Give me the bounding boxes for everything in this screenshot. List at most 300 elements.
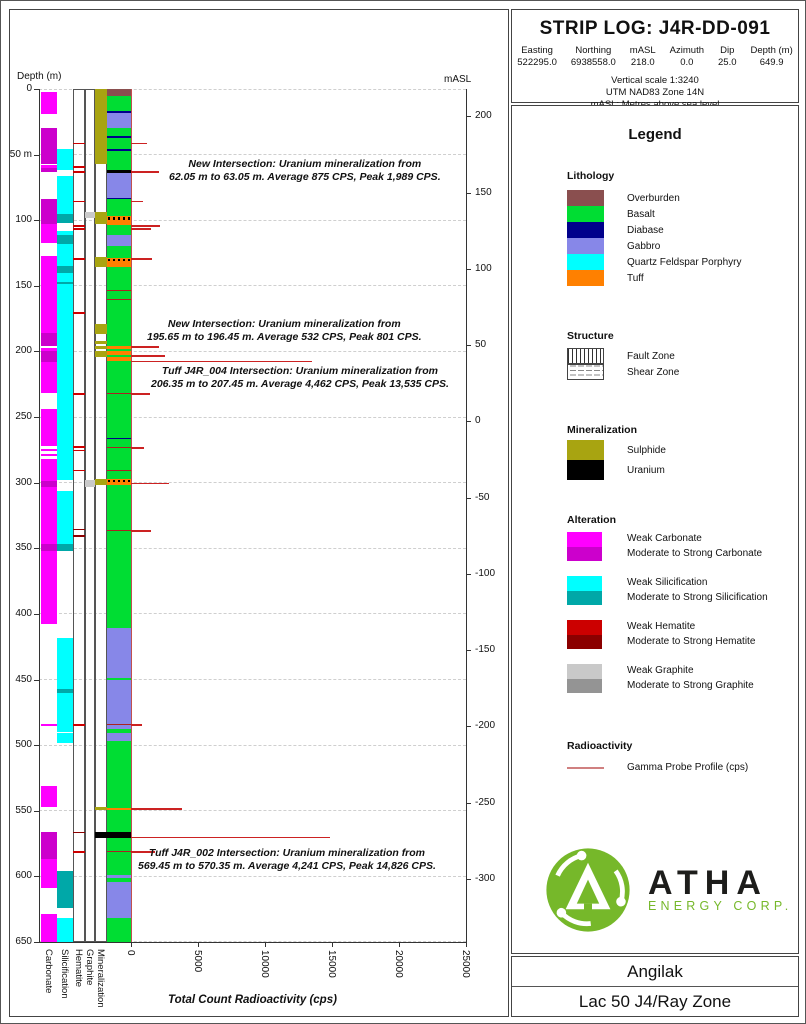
field-label: Easting xyxy=(521,45,553,56)
gamma-spike xyxy=(131,483,169,485)
intersection-annotation xyxy=(151,365,449,390)
gamma-spike xyxy=(131,808,182,810)
lithology-redline xyxy=(107,470,131,471)
carbonate-interval-m xyxy=(41,351,57,362)
hematite-line xyxy=(73,228,85,230)
carbonate-interval-m xyxy=(41,832,57,860)
annotation-leader-line xyxy=(131,171,159,173)
legend-item-label: Gabbro xyxy=(627,240,661,252)
survey-field xyxy=(571,45,616,69)
alteration-labels xyxy=(627,664,754,693)
legend-item-label: Overburden xyxy=(627,192,680,204)
lithology-interval-gabbro xyxy=(107,680,131,729)
masl-tick-label: -50 xyxy=(475,491,490,503)
field-value: 218.0 xyxy=(630,57,655,68)
legend-item xyxy=(567,222,742,238)
legend-item xyxy=(567,270,742,286)
mineralization-interval-s xyxy=(95,479,107,486)
alteration-legend-list xyxy=(567,532,768,708)
depth-tick-label: 400 xyxy=(15,607,32,619)
swatch-half xyxy=(567,547,602,562)
lithology-interval-basalt xyxy=(107,741,131,808)
lithology-interval-basalt xyxy=(107,439,131,478)
gamma-tick-label: 10000 xyxy=(259,949,270,978)
lithology-legend-list xyxy=(567,190,742,286)
masl-tick xyxy=(466,421,471,422)
silicification-interval-w xyxy=(57,244,73,266)
field-label: Depth (m) xyxy=(750,45,793,56)
column-label-mineralization: Mineralization xyxy=(95,948,106,1008)
legend-swatch-icon xyxy=(567,222,604,238)
silicification-interval-w xyxy=(57,284,73,480)
field-value: 649.9 xyxy=(759,57,784,68)
annotation-leader-line xyxy=(131,346,159,348)
field-label: Northing xyxy=(575,45,612,56)
lithology-interval-basalt xyxy=(107,267,131,346)
lithology-redline xyxy=(107,299,131,300)
lithology-redline xyxy=(107,851,131,852)
legend-swatch-icon xyxy=(567,460,604,480)
lithology-section-label: Lithology xyxy=(567,170,615,182)
mineralization-interval-s xyxy=(95,89,107,164)
hematite-line xyxy=(73,312,85,314)
hematite-line xyxy=(73,166,85,168)
mineralization-interval-s xyxy=(95,807,107,810)
hematite-line xyxy=(73,225,85,227)
gamma-tick xyxy=(198,942,199,947)
hematite-line xyxy=(73,470,85,472)
field-value: 25.0 xyxy=(718,57,737,68)
masl-tick xyxy=(466,650,471,651)
masl-tick xyxy=(466,345,471,346)
swatch-half xyxy=(567,532,602,547)
lithology-interval-basalt xyxy=(107,151,131,170)
silicification-interval-w xyxy=(57,149,73,170)
legend-swatch-icon xyxy=(567,190,604,206)
masl-tick xyxy=(466,803,471,804)
survey-field xyxy=(670,45,704,69)
alteration-label: Moderate to Strong Graphite xyxy=(627,679,754,691)
lithology-interval-gabbro xyxy=(107,882,131,919)
swatch-half xyxy=(567,664,602,679)
hematite-line xyxy=(73,832,85,834)
field-value: 0.0 xyxy=(680,57,694,68)
mineralization-interval-s xyxy=(95,324,107,334)
carbonate-interval-w xyxy=(41,449,57,452)
alteration-section-label: Alteration xyxy=(567,514,617,526)
gamma-spike xyxy=(131,143,147,145)
hematite-line xyxy=(73,171,85,173)
depth-tick-label: 200 xyxy=(15,345,32,357)
zone-name: Lac 50 J4/Ray Zone xyxy=(578,992,732,1011)
depth-tick xyxy=(34,680,39,681)
silicification-interval-w xyxy=(57,491,73,545)
masl-tick-label: -150 xyxy=(475,644,496,656)
gamma-tick-label: 25000 xyxy=(460,949,471,978)
carbonate-interval-w xyxy=(41,165,57,168)
depth-tick xyxy=(34,220,39,221)
carbonate-interval-m xyxy=(41,544,57,551)
hematite-line xyxy=(73,201,85,203)
mineralization-interval-s xyxy=(95,341,107,344)
masl-tick xyxy=(466,726,471,727)
masl-tick-label: 50 xyxy=(475,339,487,351)
masl-tick-label: -250 xyxy=(475,796,496,808)
structure-section-label: Structure xyxy=(567,330,614,342)
carbonate-interval-w xyxy=(41,92,57,114)
legend-item-label: Fault Zone xyxy=(627,350,675,362)
depth-tick xyxy=(34,614,39,615)
alteration-legend-group xyxy=(567,532,768,561)
brand-name: ATHA xyxy=(648,864,768,902)
note-line: UTM NAD83 Zone 14N xyxy=(605,87,705,98)
alteration-swatch-icon xyxy=(567,576,602,605)
swatch-half xyxy=(567,576,602,591)
masl-tick xyxy=(466,574,471,575)
legend-item-label: Shear Zone xyxy=(627,366,680,378)
atha-logo-icon xyxy=(540,842,636,938)
graphite-interval-w xyxy=(85,480,95,487)
gamma-spike xyxy=(131,530,151,532)
survey-field xyxy=(751,45,793,69)
hematite-track-frame xyxy=(73,89,85,942)
survey-fields xyxy=(512,45,798,69)
depth-tick-label: 450 xyxy=(15,673,32,685)
legend-item xyxy=(567,206,742,222)
lithology-interval-gabbro xyxy=(107,173,131,198)
silicification-interval-m xyxy=(57,544,73,551)
silicification-interval-w xyxy=(57,693,73,732)
carbonate-interval-w xyxy=(41,786,57,807)
annotation-line: Tuff J4R_004 Intersection: Uranium mineralization from xyxy=(161,365,439,377)
gamma-tick-label: 5000 xyxy=(192,949,203,973)
masl-tick xyxy=(466,116,471,117)
field-label: Dip xyxy=(720,45,735,56)
column-label-silicification: Silicification xyxy=(59,948,70,999)
depth-tick-label: 350 xyxy=(15,542,32,554)
carbonate-interval-m xyxy=(41,333,57,346)
masl-tick-label: 150 xyxy=(475,186,492,198)
lithology-interval-gabbro xyxy=(107,113,131,128)
alteration-labels xyxy=(627,532,762,561)
silicification-interval-w xyxy=(57,176,73,214)
survey-field xyxy=(517,45,557,69)
gamma-spike xyxy=(131,201,143,203)
legend-item xyxy=(567,364,679,380)
hematite-line xyxy=(73,535,85,537)
depth-tick xyxy=(34,548,39,549)
gamma-tick xyxy=(131,942,132,947)
hematite-line xyxy=(73,724,85,726)
silicification-interval-m xyxy=(57,214,73,223)
swatch-half xyxy=(567,679,602,694)
silicification-interval-w xyxy=(57,638,73,689)
legend-swatch-icon xyxy=(567,440,604,460)
silicification-interval-m xyxy=(57,871,73,908)
carbonate-interval-w xyxy=(41,914,57,942)
gamma-tick-label: 15000 xyxy=(326,949,337,978)
silicification-interval-m xyxy=(57,266,73,273)
depth-tick xyxy=(34,351,39,352)
masl-tick xyxy=(466,269,471,270)
hematite-line xyxy=(73,851,85,853)
gamma-axis-line xyxy=(39,942,466,943)
masl-tick-label: 200 xyxy=(475,110,492,122)
lithology-redline xyxy=(107,530,131,531)
legend-item xyxy=(567,460,666,480)
lithology-redline xyxy=(107,724,131,725)
gamma-spike xyxy=(131,258,152,260)
structure-legend-list xyxy=(567,348,679,380)
gamma-baseline xyxy=(131,89,132,942)
masl-tick-label: -200 xyxy=(475,720,496,732)
page-title: STRIP LOG: J4R-DD-091 xyxy=(539,18,771,39)
alteration-label: Weak Hematite xyxy=(627,621,696,632)
carbonate-interval-w xyxy=(41,362,57,393)
mineralization-interval-s xyxy=(95,257,107,267)
depth-tick xyxy=(34,155,39,156)
lithology-redline xyxy=(107,290,131,291)
lithology-redline xyxy=(107,447,131,448)
legend-title: Legend xyxy=(628,126,682,143)
annotation-line: Tuff J4R_002 Intersection: Uranium mineralization from xyxy=(148,847,426,859)
alteration-label: Weak Silicification xyxy=(627,577,708,588)
gamma-spike xyxy=(131,837,330,839)
masl-tick xyxy=(466,498,471,499)
depth-tick-label: 600 xyxy=(15,870,32,882)
lithology-interval-basalt xyxy=(107,199,131,216)
legend-item-label: Quartz Feldspar Porphyry xyxy=(627,256,742,268)
mineralization-interval-s xyxy=(95,351,107,356)
depth-axis-title: Depth (m) xyxy=(17,71,62,82)
lithology-redline xyxy=(107,393,131,394)
legend-swatch-icon xyxy=(567,206,604,222)
lithology-interval-gabbro xyxy=(107,733,131,741)
lithology-interval-basalt xyxy=(107,485,131,628)
annotation-line: 62.05 m to 63.05 m. Average 875 CPS, Peak 1,989 CPS. xyxy=(169,170,441,183)
alteration-label: Moderate to Strong Hematite xyxy=(627,635,756,647)
mineralization-interval-s xyxy=(95,212,107,224)
legend-panel xyxy=(511,105,799,954)
alteration-legend-group xyxy=(567,620,768,649)
hematite-line xyxy=(73,393,85,395)
annotation-line: New Intersection: Uranium mineralization from xyxy=(188,158,422,170)
mineralization-interval-u xyxy=(95,832,107,839)
radioactivity-section-label: Radioactivity xyxy=(567,740,633,752)
lithology-interval-basalt xyxy=(107,246,131,257)
gamma-spike xyxy=(131,225,160,227)
swatch-half xyxy=(567,635,602,650)
hematite-line xyxy=(73,450,85,452)
radioactivity-legend-row xyxy=(567,762,748,773)
legend-item-label: Basalt xyxy=(627,208,655,220)
gamma-spike xyxy=(131,724,142,726)
title-block xyxy=(511,9,799,103)
legend-item-label: Sulphide xyxy=(627,444,666,456)
gamma-tick xyxy=(332,942,333,947)
lithology-interval-gabbro xyxy=(107,628,131,678)
gamma-spike xyxy=(131,361,312,363)
carbonate-interval-w xyxy=(41,459,57,481)
depth-tick-label: 100 xyxy=(15,214,32,226)
hematite-line xyxy=(73,529,85,531)
carbonate-interval-w xyxy=(41,454,57,457)
lithology-interval-basalt xyxy=(107,838,131,875)
gamma-line-label: Gamma Probe Profile (cps) xyxy=(627,762,749,773)
gamma-tick xyxy=(265,942,266,947)
lithology-interval-uranium xyxy=(107,832,131,839)
legend-item-label: Diabase xyxy=(627,224,664,236)
uranium-dots xyxy=(108,480,130,483)
alteration-label: Weak Graphite xyxy=(627,665,694,676)
gamma-spike xyxy=(131,228,151,230)
depth-tick xyxy=(34,745,39,746)
intersection-annotation xyxy=(138,847,436,872)
carbonate-interval-w xyxy=(41,487,57,545)
field-value: 6938558.0 xyxy=(570,57,616,68)
masl-axis-line xyxy=(466,89,467,942)
legend-item xyxy=(567,254,742,270)
hematite-line xyxy=(73,258,85,260)
depth-tick-label: 300 xyxy=(15,476,32,488)
lithology-interval-basalt xyxy=(107,225,131,234)
depth-tick-label: 250 xyxy=(15,411,32,423)
lithology-interval-basalt xyxy=(107,918,131,942)
carbonate-interval-w xyxy=(41,409,57,446)
annotation-line: 569.45 m to 570.35 m. Average 4,241 CPS, Peak 14,826 CPS. xyxy=(138,859,436,872)
gamma-line-icon xyxy=(567,767,604,769)
depth-tick-label: 550 xyxy=(15,804,32,816)
carbonate-interval-w xyxy=(41,256,57,333)
gamma-tick-label: 20000 xyxy=(393,949,404,978)
legend-item-label: Tuff xyxy=(627,272,644,284)
depth-tick xyxy=(34,483,39,484)
carbonate-interval-m xyxy=(41,168,57,171)
carbonate-interval-w xyxy=(41,551,57,624)
legend-item xyxy=(567,348,679,364)
legend-item xyxy=(567,440,666,460)
uranium-dots xyxy=(108,259,130,262)
intersection-annotation xyxy=(169,158,441,183)
alteration-legend-group xyxy=(567,664,768,693)
masl-tick-label: -300 xyxy=(475,872,496,884)
alteration-label: Moderate to Strong Silicification xyxy=(627,591,768,603)
silicification-interval-w xyxy=(57,918,73,942)
column-label-hematite: Hematite xyxy=(73,948,84,987)
lithology-interval-basalt xyxy=(107,138,131,150)
lithology-interval-basalt xyxy=(107,96,131,112)
survey-field xyxy=(718,45,737,69)
depth-tick-label: 650 xyxy=(15,935,32,947)
carbonate-interval-w xyxy=(41,224,57,242)
annotation-line: 206.35 m to 207.45 m. Average 4,462 CPS, Peak 13,535 CPS. xyxy=(151,377,449,390)
swatch-half xyxy=(567,591,602,606)
depth-tick xyxy=(34,876,39,877)
depth-tick xyxy=(34,286,39,287)
graphite-interval-w xyxy=(85,212,95,217)
legend-swatch-icon xyxy=(567,254,604,270)
depth-tick-label: 50 m xyxy=(9,148,32,160)
masl-tick-label: 100 xyxy=(475,262,492,274)
note-line: Vertical scale 1:3240 xyxy=(611,75,699,86)
gamma-tick xyxy=(399,942,400,947)
gamma-spike xyxy=(131,393,150,395)
annotation-line: 195.65 m to 196.45 m. Average 532 CPS, Peak 801 CPS. xyxy=(147,330,422,343)
annotation-line: New Intersection: Uranium mineralization from xyxy=(167,318,401,330)
alteration-legend-group xyxy=(567,576,768,605)
legend-swatch-icon xyxy=(567,238,604,254)
masl-axis-title: mASL xyxy=(444,74,472,85)
depth-tick xyxy=(34,811,39,812)
field-label: Azimuth xyxy=(669,45,704,56)
brand-subtitle: ENERGY CORP. xyxy=(648,899,793,913)
alteration-swatch-icon xyxy=(567,532,602,561)
column-label-carbonate: Carbonate xyxy=(43,948,54,994)
alteration-labels xyxy=(627,576,768,605)
masl-tick-label: 0 xyxy=(475,415,481,427)
gamma-spike xyxy=(131,355,165,357)
lithology-interval-basalt xyxy=(107,128,131,136)
mineralization-interval-s xyxy=(95,346,107,349)
carbonate-interval-w xyxy=(41,859,57,888)
depth-axis-line xyxy=(39,89,40,942)
swatch-half xyxy=(567,620,602,635)
gamma-tick-label: 0 xyxy=(125,949,136,956)
legend-item xyxy=(567,238,742,254)
project-name: Angilak xyxy=(627,962,683,981)
mineralization-legend-list xyxy=(567,440,666,480)
masl-tick-label: -100 xyxy=(475,567,496,579)
silicification-interval-m xyxy=(57,235,73,244)
carbonate-interval-w xyxy=(41,724,57,726)
depth-tick-label: 500 xyxy=(15,739,32,751)
legend-item-label: Uranium xyxy=(627,464,665,476)
alteration-swatch-icon xyxy=(567,664,602,693)
intersection-annotation xyxy=(147,318,422,343)
depth-tick-label: 150 xyxy=(15,279,32,291)
alteration-labels xyxy=(627,620,755,649)
lithology-interval-basalt xyxy=(107,361,131,438)
alteration-label: Weak Carbonate xyxy=(627,533,702,544)
silicification-interval-w xyxy=(57,273,73,282)
gamma-tick xyxy=(466,942,467,947)
hematite-line xyxy=(73,446,85,448)
field-label: mASL xyxy=(629,45,656,56)
gamma-spike xyxy=(131,447,144,449)
carbonate-interval-m xyxy=(41,128,57,163)
alteration-label: Moderate to Strong Carbonate xyxy=(627,547,763,559)
gamma-axis-title: Total Count Radioactivity (cps) xyxy=(168,993,337,1006)
mineralization-section-label: Mineralization xyxy=(567,424,638,436)
field-value: 522295.0 xyxy=(517,57,557,68)
company-brand xyxy=(540,842,792,938)
depth-tick-label: 0 xyxy=(26,83,32,94)
depth-tick xyxy=(34,89,39,90)
legend-item xyxy=(567,190,742,206)
depth-tick xyxy=(34,417,39,418)
legend-swatch-icon xyxy=(567,364,604,380)
alteration-swatch-icon xyxy=(567,620,602,649)
uranium-dots xyxy=(108,217,130,220)
hematite-line xyxy=(73,143,85,145)
carbonate-interval-m xyxy=(41,199,57,224)
lithology-interval-gabbro xyxy=(107,235,131,247)
lithology-interval-basalt xyxy=(107,810,131,832)
masl-tick xyxy=(466,193,471,194)
masl-tick xyxy=(466,879,471,880)
project-title-block xyxy=(511,956,799,1017)
column-label-graphite: Graphite xyxy=(84,948,95,986)
